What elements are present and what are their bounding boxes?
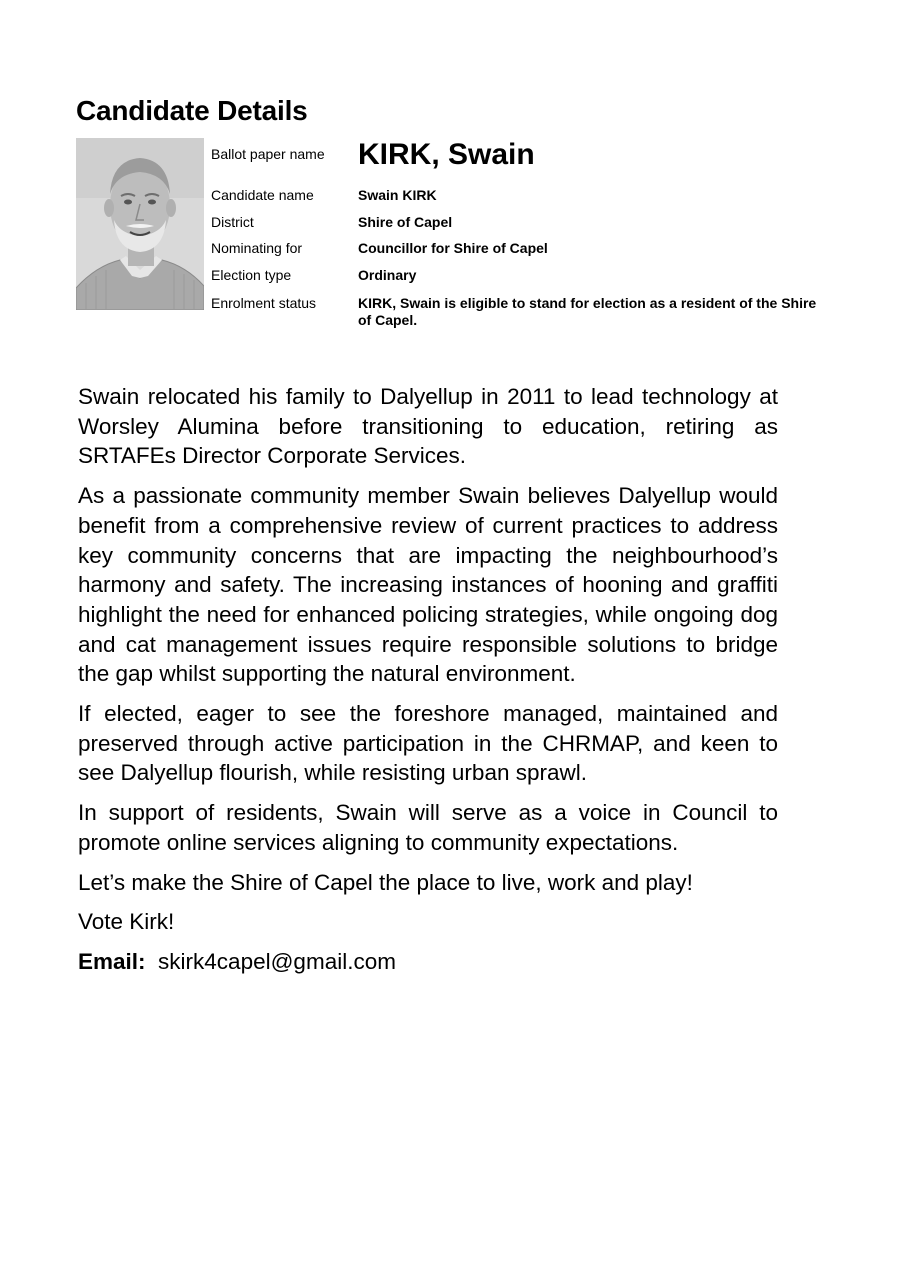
email-address[interactable]: skirk4capel@gmail.com: [158, 948, 396, 974]
district-label: District: [211, 214, 254, 230]
candidate-portrait-icon: [76, 138, 204, 310]
statement-paragraph: If elected, eager to see the foreshore managed, maintained and preserved through active participation in the CHRMAP, and keen to see Dalyellup flourish, while resisting urban sprawl.: [78, 701, 778, 786]
statement-paragraph: Let’s make the Shire of Capel the place to live, work and play!: [78, 869, 693, 895]
ballot-paper-name-value: KIRK, Swain: [358, 138, 535, 171]
candidate-name-value: Swain KIRK: [358, 187, 437, 203]
candidate-name-label: Candidate name: [211, 187, 314, 203]
candidate-photo: [76, 138, 204, 310]
ballot-paper-name-label: Ballot paper name: [211, 146, 325, 162]
statement-paragraph: Vote Kirk!: [78, 909, 175, 935]
election-type-label: Election type: [211, 267, 292, 283]
enrolment-status-value: KIRK, Swain is eligible to stand for election as a resident of the Shire of Capel.: [358, 295, 817, 328]
statement-paragraph: In support of residents, Swain will serve as a voice in Council to promote online services aligning to community expectations.: [78, 800, 778, 855]
statement-paragraph: Swain relocated his family to Dalyellup in 2011 to lead technology at Worsley Alumina before transitioning to education, retiring as SRTAFEs Director Corporate Services.: [78, 384, 778, 469]
enrolment-status-label: Enrolment status: [211, 295, 317, 311]
page-title: Candidate Details: [76, 95, 308, 126]
election-type-value: Ordinary: [358, 267, 417, 283]
nominating-for-value: Councillor for Shire of Capel: [358, 240, 548, 256]
email-line: [78, 947, 778, 977]
statement-paragraph: As a passionate community member Swain believes Dalyellup would benefit from a comprehensive review of current practices to address key community concerns that are impacting the neighbourhood’s harmony and safety. The increasing instances of hooning and graffiti highlight the need for enhanced policing strategies, while ongoing dog and cat management issues require responsible solutions to bridge the gap whilst supporting the natural environment.: [78, 483, 778, 687]
nominating-for-label: Nominating for: [211, 240, 303, 256]
email-label: Email:: [78, 948, 146, 974]
district-value: Shire of Capel: [358, 214, 453, 230]
candidate-statement: [78, 382, 778, 977]
